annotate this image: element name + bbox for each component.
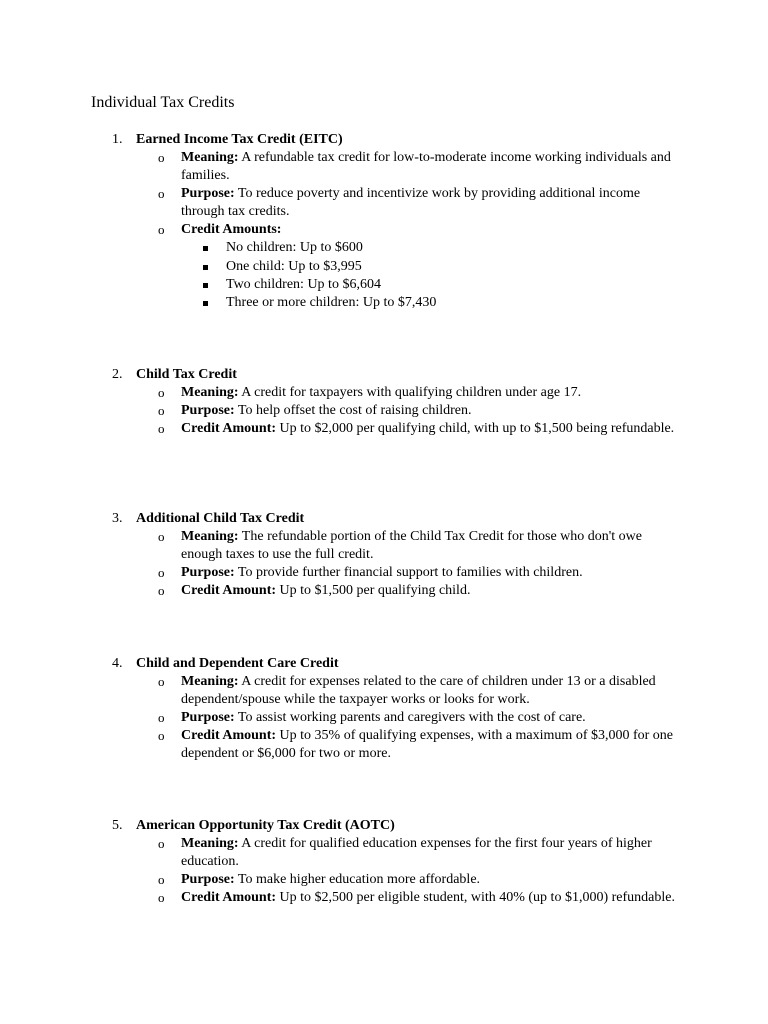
list-item: [0, 727, 768, 763]
item-label: Meaning:: [181, 529, 239, 544]
item-text: The refundable portion of the Child Tax Credit for those who don't owe enough taxes to use the full credit.: [181, 529, 643, 563]
section-number: 3.: [112, 511, 123, 526]
sub-list-item: [0, 239, 768, 257]
sub-item-text: No children: Up to $600: [226, 240, 363, 256]
list-item: [0, 420, 768, 438]
list-item: [0, 149, 768, 185]
list-item: [0, 185, 768, 221]
item-text: To help offset the cost of raising children.: [234, 403, 472, 419]
bullet-list: [0, 528, 768, 600]
circle-bullet-icon: o: [158, 403, 165, 419]
bullet-list: [0, 673, 768, 763]
item-label: Credit Amount:: [181, 421, 277, 437]
list-item: [0, 528, 768, 564]
section-number: 1.: [112, 132, 123, 147]
bullet-list: [0, 384, 768, 438]
item-label: Meaning:: [181, 836, 239, 851]
item-label: Purpose:: [181, 710, 235, 726]
item-label: Credit Amount:: [181, 728, 277, 744]
sub-item-text: One child: Up to $3,995: [226, 258, 362, 274]
item-text: A refundable tax credit for low-to-moderate income working individuals and families.: [181, 150, 671, 184]
circle-bullet-icon: o: [158, 728, 165, 744]
item-text: To reduce poverty and incentivize work by providing additional income through tax credits.: [181, 186, 641, 220]
item-label: Credit Amount:: [181, 890, 277, 906]
section-heading: Child Tax Credit: [136, 367, 237, 382]
circle-bullet-icon: o: [158, 385, 165, 400]
page-title: Individual Tax Credits: [91, 94, 235, 111]
item-label: Purpose:: [181, 872, 235, 888]
item-text: To provide further financial support to families with children.: [234, 565, 583, 581]
sub-list-item: [0, 294, 768, 312]
item-text: A credit for taxpayers with qualifying children under age 17.: [238, 385, 582, 400]
circle-bullet-icon: o: [158, 674, 165, 689]
list-item: [0, 384, 768, 402]
list-item: [0, 402, 768, 420]
square-bullet-icon: [203, 283, 208, 288]
item-label: Meaning:: [181, 385, 239, 400]
bullet-list: [0, 149, 768, 312]
circle-bullet-icon: o: [158, 836, 165, 851]
sub-item-text: Three or more children: Up to $7,430: [226, 294, 437, 310]
list-item: [0, 835, 768, 871]
item-label: Credit Amount:: [181, 583, 277, 599]
sub-list-item: [0, 276, 768, 294]
square-bullet-icon: [203, 301, 208, 306]
circle-bullet-icon: o: [158, 583, 165, 599]
circle-bullet-icon: o: [158, 890, 165, 906]
item-label: Meaning:: [181, 674, 239, 689]
circle-bullet-icon: o: [158, 421, 165, 437]
list-item: [0, 582, 768, 600]
item-label: Meaning:: [181, 150, 239, 165]
bullet-list: [0, 835, 768, 907]
item-text: To assist working parents and caregivers with the cost of care.: [234, 710, 586, 726]
circle-bullet-icon: o: [158, 150, 165, 165]
circle-bullet-icon: o: [158, 529, 165, 544]
square-bullet-icon: [203, 246, 208, 251]
item-text: Up to $2,000 per qualifying child, with up to $1,500 being refundable.: [276, 421, 675, 437]
list-item: [0, 709, 768, 727]
circle-bullet-icon: o: [158, 565, 165, 581]
item-text: Up to $1,500 per qualifying child.: [276, 583, 471, 599]
item-text: To make higher education more affordable.: [234, 872, 481, 888]
circle-bullet-icon: o: [158, 872, 165, 888]
item-text: A credit for qualified education expenses for the first four years of higher education.: [181, 836, 652, 870]
item-text: Up to 35% of qualifying expenses, with a maximum of $3,000 for one dependent or $6,000 for two or more.: [181, 728, 674, 762]
circle-bullet-icon: o: [158, 710, 165, 726]
section-heading: American Opportunity Tax Credit (AOTC): [136, 818, 395, 833]
section-heading: Additional Child Tax Credit: [136, 511, 305, 526]
list-item: [0, 564, 768, 582]
list-item: [0, 889, 768, 907]
list-item: [0, 673, 768, 709]
section-heading: Earned Income Tax Credit (EITC): [136, 132, 343, 147]
section-number: 4.: [112, 656, 123, 671]
circle-bullet-icon: o: [158, 186, 165, 202]
sub-list-item: [0, 258, 768, 276]
sub-item-text: Two children: Up to $6,604: [226, 276, 381, 292]
item-text: Up to $2,500 per eligible student, with 40% (up to $1,000) refundable.: [276, 890, 675, 906]
item-label: Purpose:: [181, 186, 235, 202]
section-heading: Child and Dependent Care Credit: [136, 656, 339, 671]
item-label: Purpose:: [181, 565, 235, 581]
section-number: 2.: [112, 367, 123, 382]
circle-bullet-icon: o: [158, 222, 165, 238]
item-text: A credit for expenses related to the care of children under 13 or a disabled dependent/spouse while the taxpayer works or looks for work.: [181, 674, 656, 708]
item-label: Credit Amounts:: [181, 222, 282, 238]
list-item: [0, 871, 768, 889]
list-item: [0, 221, 768, 239]
item-label: Purpose:: [181, 403, 235, 419]
section-number: 5.: [112, 818, 123, 833]
square-bullet-icon: [203, 265, 208, 270]
